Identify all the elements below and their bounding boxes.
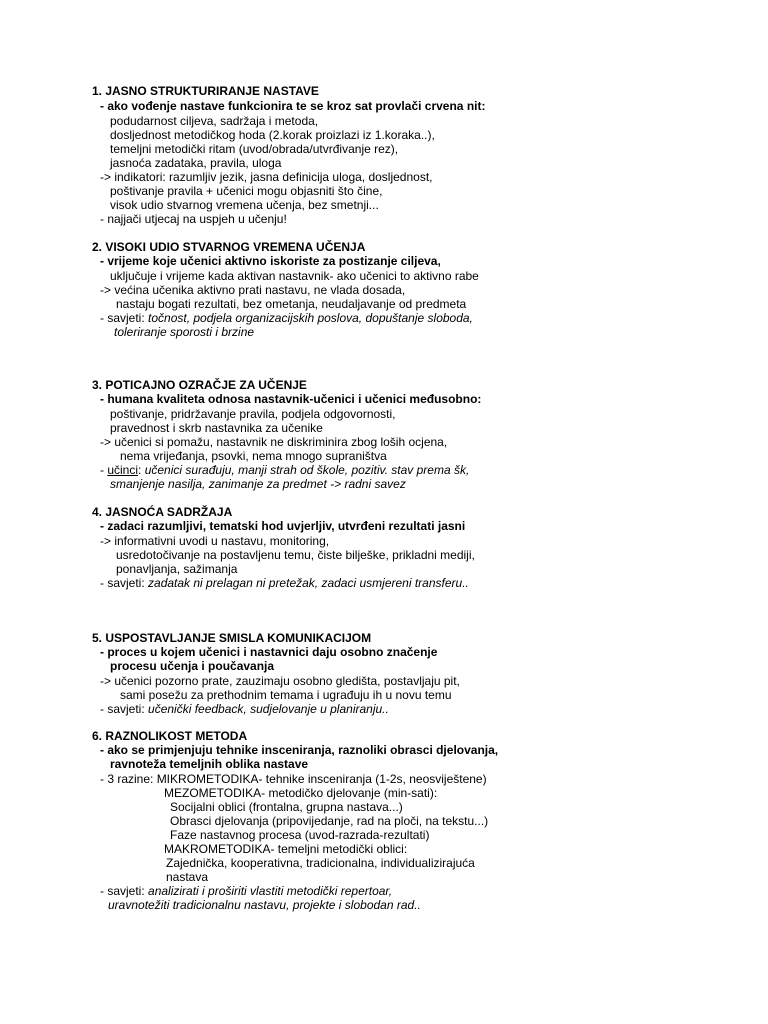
section-4-definition: - zadaci razumljivi, tematski hod uvjerljiv, utvrđeni rezultati jasni (100, 519, 466, 533)
advice-line (100, 702, 389, 716)
text-line: -> indikatori: razumljiv jezik, jasna definicija uloga, dosljednost, (100, 170, 433, 184)
text-line: poštivanje pravila + učenici mogu objasniti što čine, (110, 184, 383, 198)
section-1-heading: 1. JASNO STRUKTURIRANJE NASTAVE (92, 84, 319, 98)
text-line: nema vrijeđanja, psovki, nema mnogo supraništva (120, 449, 387, 463)
text-line: usredotočivanje na postavljenu temu, čiste bilješke, prikladni mediji, (116, 548, 475, 562)
section-5-definition-cont: procesu učenja i poučavanja (110, 659, 275, 673)
text-line: -> učenici si pomažu, nastavnik ne diskriminira zbog loših ocjena, (100, 435, 448, 449)
text-line: temeljni metodički ritam (uvod/obrada/utvrđivanje rez), (110, 142, 399, 156)
section-1-definition: - ako vođenje nastave funkcionira te se kroz sat provlači crvena nit: (100, 99, 486, 113)
advice-text: toleriranje sporosti i brzine (114, 325, 255, 339)
text-line: poštivanje, pridržavanje pravila, podjela odgovornosti, (110, 407, 396, 421)
advice-line (100, 884, 392, 898)
text-line: MAKROMETODIKA- temeljni metodički oblici: (164, 842, 408, 856)
text-line: sami posežu za prethodnim temama i ugrađuju ih u novu temu (120, 688, 452, 702)
text-line: nastaju bogati rezultati, bez ometanja, neudaljavanje od predmeta (116, 297, 467, 311)
effects-line (100, 463, 469, 477)
text-line: jasnoća zadataka, pravila, uloga (110, 156, 282, 170)
advice-text: uravnotežiti tradicionalnu nastavu, projekte i slobodan rad.. (108, 898, 421, 912)
section-2-heading: 2. VISOKI UDIO STVARNOG VREMENA UČENJA (92, 240, 366, 254)
section-2-definition: - vrijeme koje učenici aktivno iskoriste za postizanje ciljeva, (100, 254, 441, 268)
text-line: Obrasci djelovanja (pripovijedanje, rad na ploči, na tekstu...) (170, 814, 489, 828)
advice-text: zadatak ni prelagan ni pretežak, zadaci usmjereni transferu.. (148, 576, 469, 590)
text-line: uključuje i vrijeme kada aktivan nastavnik- ako učenici to aktivno rabe (110, 269, 479, 283)
section-3-heading: 3. POTICAJNO OZRAČJE ZA UČENJE (92, 378, 307, 392)
text-line: -> većina učenika aktivno prati nastavu, ne vlada dosada, (100, 283, 406, 297)
section-6-definition-cont: ravnoteža temeljnih oblika nastave (110, 757, 309, 771)
colon: : (138, 463, 145, 477)
section-6-definition: - ako se primjenjuju tehnike insceniranja, raznoliki obrasci djelovanja, (100, 743, 499, 757)
text-line: ponavljanja, sažimanja (116, 562, 238, 576)
dash: - (100, 463, 108, 477)
advice-label: - savjeti: (100, 311, 149, 325)
advice-label: - savjeti: (100, 884, 149, 898)
advice-line (100, 576, 469, 590)
advice-line (100, 311, 473, 325)
section-5-definition: - proces u kojem učenici i nastavnici daju osobno značenje (100, 645, 438, 659)
effects-text: smanjenje nasilja, zanimanje za predmet -> radni savez (110, 477, 406, 491)
text-line: pravednost i skrb nastavnika za učenike (110, 421, 323, 435)
advice-text: učenički feedback, sudjelovanje u planiranju.. (148, 702, 389, 716)
text-line: nastava (166, 870, 209, 884)
text-line: dosljednost metodičkog hoda (2.korak proizlazi iz 1.koraka..), (110, 128, 435, 142)
section-5-heading: 5. USPOSTAVLJANJE SMISLA KOMUNIKACIJOM (92, 631, 372, 645)
advice-text: analizirati i proširiti vlastiti metodički repertoar, (148, 884, 393, 898)
advice-label: - savjeti: (100, 576, 149, 590)
section-4-heading: 4. JASNOĆA SADRŽAJA (92, 505, 233, 519)
section-3-definition: - humana kvaliteta odnosa nastavnik-učenici i učenici međusobno: (100, 392, 482, 406)
effects-text: učenici surađuju, manji strah od škole, pozitiv. stav prema šk, (144, 463, 470, 477)
text-line: -> informativni uvodi u nastavu, monitoring, (100, 534, 330, 548)
text-line: MEZOMETODIKA- metodičko djelovanje (min-sati): (164, 786, 438, 800)
advice-label: - savjeti: (100, 702, 149, 716)
text-line: visok udio stvarnog vremena učenja, bez smetnji... (110, 198, 379, 212)
text-line: Faze nastavnog procesa (uvod-razrada-rezultati) (170, 828, 430, 842)
effects-label: učinci (107, 463, 139, 477)
advice-text: točnost, podjela organizacijskih poslova, dopuštanje sloboda, (148, 311, 473, 325)
text-line: Socijalni oblici (frontalna, grupna nastava...) (170, 800, 403, 814)
section-6-heading: 6. RAZNOLIKOST METODA (92, 729, 248, 743)
text-line: -> učenici pozorno prate, zauzimaju osobno gledišta, postavljaju pit, (100, 674, 460, 688)
text-line: - najjači utjecaj na uspjeh u učenju! (100, 212, 287, 226)
text-line: podudarnost ciljeva, sadržaja i metoda, (110, 114, 319, 128)
text-line: Zajednička, kooperativna, tradicionalna, individualizirajuća (166, 856, 475, 870)
text-line: - 3 razine: MIKROMETODIKA- tehnike insceniranja (1-2s, neosviještene) (100, 772, 487, 786)
